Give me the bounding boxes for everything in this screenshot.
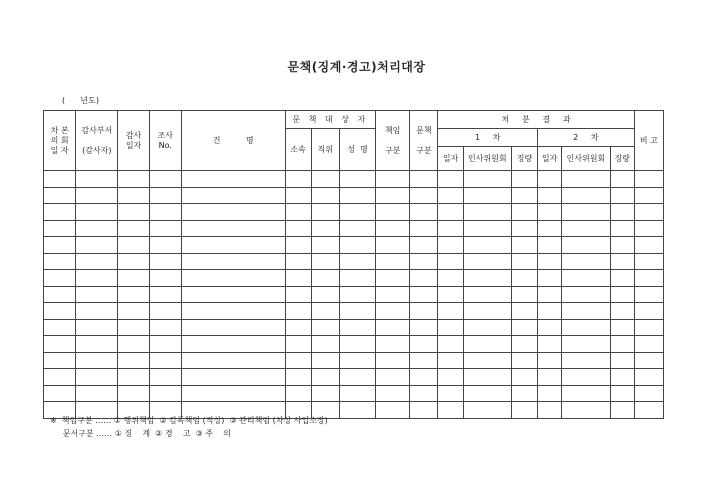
table-cell[interactable] bbox=[339, 220, 375, 237]
table-cell[interactable] bbox=[438, 237, 463, 254]
year-label: ( 년도) bbox=[62, 96, 99, 105]
table-cell[interactable] bbox=[76, 220, 118, 237]
table-cell[interactable] bbox=[76, 319, 118, 336]
header-first: 1 차 bbox=[438, 129, 538, 147]
table-cell[interactable] bbox=[76, 369, 118, 386]
table-cell[interactable] bbox=[285, 220, 311, 237]
table-cell[interactable] bbox=[311, 237, 339, 254]
table-cell[interactable] bbox=[410, 303, 438, 320]
table-cell[interactable] bbox=[149, 220, 181, 237]
table-cell[interactable] bbox=[538, 220, 562, 237]
table-cell[interactable] bbox=[511, 336, 537, 353]
table-cell[interactable] bbox=[511, 270, 537, 287]
table-cell[interactable] bbox=[538, 187, 562, 204]
table-cell[interactable] bbox=[634, 286, 663, 303]
header-penalty-1: 징량 bbox=[511, 147, 537, 171]
table-cell[interactable] bbox=[410, 385, 438, 402]
table-cell[interactable] bbox=[463, 303, 511, 320]
table-cell[interactable] bbox=[76, 286, 118, 303]
table-cell[interactable] bbox=[634, 171, 663, 188]
table-cell[interactable] bbox=[376, 270, 410, 287]
header-target-group: 문 책 대 상 자 bbox=[285, 111, 376, 129]
table-row bbox=[44, 352, 664, 369]
table-cell[interactable] bbox=[438, 352, 463, 369]
table-cell[interactable] bbox=[438, 220, 463, 237]
table-cell[interactable] bbox=[76, 336, 118, 353]
table-cell[interactable] bbox=[285, 319, 311, 336]
table-cell[interactable] bbox=[181, 253, 285, 270]
register-table bbox=[43, 110, 664, 419]
table-cell[interactable] bbox=[311, 187, 339, 204]
table-cell[interactable] bbox=[634, 369, 663, 386]
table-cell[interactable] bbox=[376, 253, 410, 270]
table-cell[interactable] bbox=[634, 187, 663, 204]
table-cell[interactable] bbox=[285, 204, 311, 221]
table-cell[interactable] bbox=[339, 303, 375, 320]
table-cell[interactable] bbox=[610, 253, 634, 270]
table-cell[interactable] bbox=[339, 319, 375, 336]
table-cell[interactable] bbox=[410, 286, 438, 303]
table-row bbox=[44, 270, 664, 287]
table-row bbox=[44, 237, 664, 254]
table-cell[interactable] bbox=[339, 171, 375, 188]
table-cell[interactable] bbox=[376, 220, 410, 237]
table-cell[interactable] bbox=[634, 237, 663, 254]
table-cell[interactable] bbox=[410, 270, 438, 287]
table-cell[interactable] bbox=[149, 187, 181, 204]
table-cell[interactable] bbox=[610, 270, 634, 287]
table-cell[interactable] bbox=[511, 204, 537, 221]
table-cell[interactable] bbox=[438, 253, 463, 270]
header-date-2: 일자 bbox=[538, 147, 562, 171]
table-cell[interactable] bbox=[181, 220, 285, 237]
table-cell[interactable] bbox=[610, 402, 634, 419]
table-cell[interactable] bbox=[339, 336, 375, 353]
table-cell[interactable] bbox=[538, 319, 562, 336]
table-cell[interactable] bbox=[562, 204, 610, 221]
table-cell[interactable] bbox=[610, 286, 634, 303]
table-cell[interactable] bbox=[610, 187, 634, 204]
table-cell[interactable] bbox=[285, 286, 311, 303]
table-cell[interactable] bbox=[634, 270, 663, 287]
table-cell[interactable] bbox=[149, 303, 181, 320]
table-cell[interactable] bbox=[118, 369, 149, 386]
table-cell[interactable] bbox=[376, 286, 410, 303]
table-row bbox=[44, 220, 664, 237]
table-cell[interactable] bbox=[181, 187, 285, 204]
table-cell[interactable] bbox=[538, 237, 562, 254]
table-cell[interactable] bbox=[511, 187, 537, 204]
table-cell[interactable] bbox=[118, 187, 149, 204]
table-row bbox=[44, 204, 664, 221]
table-cell[interactable] bbox=[339, 352, 375, 369]
table-cell[interactable] bbox=[438, 336, 463, 353]
table-cell[interactable] bbox=[511, 171, 537, 188]
table-cell[interactable] bbox=[438, 385, 463, 402]
table-cell[interactable] bbox=[311, 352, 339, 369]
table-cell[interactable] bbox=[311, 171, 339, 188]
table-cell[interactable] bbox=[634, 336, 663, 353]
table-cell[interactable] bbox=[538, 171, 562, 188]
table-cell[interactable] bbox=[511, 369, 537, 386]
table-cell[interactable] bbox=[376, 352, 410, 369]
table-cell[interactable] bbox=[76, 187, 118, 204]
table-cell[interactable] bbox=[118, 319, 149, 336]
table-cell[interactable] bbox=[410, 402, 438, 419]
header-committee-2: 인사위원회 bbox=[562, 147, 610, 171]
table-cell[interactable] bbox=[634, 204, 663, 221]
table-cell[interactable] bbox=[339, 402, 375, 419]
table-cell[interactable] bbox=[511, 402, 537, 419]
header-order: 차 본 의 회 일 자 bbox=[44, 111, 76, 171]
table-cell[interactable] bbox=[76, 171, 118, 188]
table-cell[interactable] bbox=[634, 303, 663, 320]
table-cell[interactable] bbox=[311, 204, 339, 221]
table-cell[interactable] bbox=[463, 352, 511, 369]
table-cell[interactable] bbox=[339, 204, 375, 221]
table-cell[interactable] bbox=[463, 253, 511, 270]
table-cell[interactable] bbox=[339, 385, 375, 402]
table-cell[interactable] bbox=[44, 303, 76, 320]
table-cell[interactable] bbox=[339, 187, 375, 204]
table-cell[interactable] bbox=[610, 319, 634, 336]
table-cell[interactable] bbox=[410, 204, 438, 221]
table-cell[interactable] bbox=[44, 270, 76, 287]
table-cell[interactable] bbox=[463, 237, 511, 254]
table-cell[interactable] bbox=[463, 204, 511, 221]
table-cell[interactable] bbox=[149, 270, 181, 287]
header-resp-type: 책임 구분 bbox=[376, 111, 410, 171]
table-cell[interactable] bbox=[76, 270, 118, 287]
table-cell[interactable] bbox=[562, 270, 610, 287]
table-cell[interactable] bbox=[44, 336, 76, 353]
table-row bbox=[44, 369, 664, 386]
table-cell[interactable] bbox=[118, 336, 149, 353]
table-cell[interactable] bbox=[511, 319, 537, 336]
table-cell[interactable] bbox=[511, 385, 537, 402]
table-cell[interactable] bbox=[285, 270, 311, 287]
table-cell[interactable] bbox=[285, 303, 311, 320]
table-cell[interactable] bbox=[511, 352, 537, 369]
table-cell[interactable] bbox=[562, 352, 610, 369]
table-cell[interactable] bbox=[376, 385, 410, 402]
table-cell[interactable] bbox=[118, 303, 149, 320]
table-cell[interactable] bbox=[149, 237, 181, 254]
table-cell[interactable] bbox=[311, 303, 339, 320]
table-cell[interactable] bbox=[463, 336, 511, 353]
table-cell[interactable] bbox=[376, 204, 410, 221]
table-cell[interactable] bbox=[438, 319, 463, 336]
table-cell[interactable] bbox=[634, 253, 663, 270]
table-cell[interactable] bbox=[44, 171, 76, 188]
table-cell[interactable] bbox=[634, 220, 663, 237]
table-cell[interactable] bbox=[438, 270, 463, 287]
table-cell[interactable] bbox=[511, 220, 537, 237]
table-cell[interactable] bbox=[463, 171, 511, 188]
table-cell[interactable] bbox=[463, 402, 511, 419]
table-cell[interactable] bbox=[538, 303, 562, 320]
table-cell[interactable] bbox=[463, 187, 511, 204]
table-cell[interactable] bbox=[376, 237, 410, 254]
table-cell[interactable] bbox=[610, 237, 634, 254]
table-cell[interactable] bbox=[339, 270, 375, 287]
table-cell[interactable] bbox=[610, 303, 634, 320]
table-cell[interactable] bbox=[610, 171, 634, 188]
table-row bbox=[44, 303, 664, 320]
table-row bbox=[44, 385, 664, 402]
table-cell[interactable] bbox=[562, 286, 610, 303]
table-cell[interactable] bbox=[376, 319, 410, 336]
table-cell[interactable] bbox=[463, 369, 511, 386]
table-cell[interactable] bbox=[438, 171, 463, 188]
table-cell[interactable] bbox=[438, 286, 463, 303]
table-cell[interactable] bbox=[285, 352, 311, 369]
table-cell[interactable] bbox=[44, 220, 76, 237]
table-cell[interactable] bbox=[538, 204, 562, 221]
table-cell[interactable] bbox=[44, 187, 76, 204]
table-cell[interactable] bbox=[118, 385, 149, 402]
table-row bbox=[44, 171, 664, 188]
table-cell[interactable] bbox=[511, 303, 537, 320]
header-position: 직위 bbox=[311, 129, 339, 171]
table-cell[interactable] bbox=[339, 253, 375, 270]
table-cell[interactable] bbox=[118, 171, 149, 188]
table-cell[interactable] bbox=[149, 319, 181, 336]
table-cell[interactable] bbox=[76, 253, 118, 270]
table-cell[interactable] bbox=[44, 385, 76, 402]
table-cell[interactable] bbox=[511, 286, 537, 303]
table-cell[interactable] bbox=[438, 187, 463, 204]
table-cell[interactable] bbox=[311, 385, 339, 402]
table-cell[interactable] bbox=[562, 171, 610, 188]
table-cell[interactable] bbox=[463, 220, 511, 237]
table-cell[interactable] bbox=[149, 171, 181, 188]
table-cell[interactable] bbox=[410, 237, 438, 254]
table-cell[interactable] bbox=[610, 352, 634, 369]
header-affiliation: 소속 bbox=[285, 129, 311, 171]
table-cell[interactable] bbox=[410, 319, 438, 336]
table-cell[interactable] bbox=[610, 369, 634, 386]
table-cell[interactable] bbox=[562, 187, 610, 204]
table-row bbox=[44, 187, 664, 204]
table-cell[interactable] bbox=[181, 336, 285, 353]
header-second: 2 차 bbox=[538, 129, 635, 147]
table-cell[interactable] bbox=[376, 402, 410, 419]
table-cell[interactable] bbox=[44, 369, 76, 386]
table-cell[interactable] bbox=[610, 204, 634, 221]
table-cell[interactable] bbox=[610, 385, 634, 402]
table-cell[interactable] bbox=[463, 270, 511, 287]
table-cell[interactable] bbox=[285, 237, 311, 254]
table-cell[interactable] bbox=[311, 253, 339, 270]
header-committee-1: 인사위원회 bbox=[463, 147, 511, 171]
table-cell[interactable] bbox=[149, 336, 181, 353]
table-cell[interactable] bbox=[311, 369, 339, 386]
table-cell[interactable] bbox=[562, 336, 610, 353]
table-cell[interactable] bbox=[538, 336, 562, 353]
table-cell[interactable] bbox=[634, 352, 663, 369]
table-cell[interactable] bbox=[285, 369, 311, 386]
table-cell[interactable] bbox=[376, 369, 410, 386]
table-cell[interactable] bbox=[285, 336, 311, 353]
table-cell[interactable] bbox=[410, 187, 438, 204]
document-title: 문책(징계·경고)처리대장 bbox=[287, 60, 426, 74]
table-cell[interactable] bbox=[118, 352, 149, 369]
note-responsibility: ※ 책임구분 …… ① 행위책임 ② 감독책임 (직상) ③ 관리책임 (차상 사업소장) bbox=[50, 416, 328, 425]
table-cell[interactable] bbox=[538, 253, 562, 270]
table-cell[interactable] bbox=[149, 204, 181, 221]
table-row bbox=[44, 286, 664, 303]
table-cell[interactable] bbox=[610, 336, 634, 353]
table-cell[interactable] bbox=[44, 253, 76, 270]
table-cell[interactable] bbox=[562, 303, 610, 320]
header-survey-no: 조사 No. bbox=[149, 111, 181, 171]
table-cell[interactable] bbox=[76, 303, 118, 320]
table-cell[interactable] bbox=[181, 204, 285, 221]
table-cell[interactable] bbox=[511, 237, 537, 254]
table-cell[interactable] bbox=[181, 319, 285, 336]
header-case: 건 명 bbox=[181, 111, 285, 171]
table-cell[interactable] bbox=[562, 385, 610, 402]
table-cell[interactable] bbox=[76, 352, 118, 369]
table-cell[interactable] bbox=[181, 352, 285, 369]
table-cell[interactable] bbox=[562, 319, 610, 336]
table-row bbox=[44, 319, 664, 336]
table-cell[interactable] bbox=[339, 369, 375, 386]
table-cell[interactable] bbox=[511, 253, 537, 270]
table-cell[interactable] bbox=[538, 385, 562, 402]
table-cell[interactable] bbox=[610, 220, 634, 237]
header-date-1: 일자 bbox=[438, 147, 463, 171]
table-cell[interactable] bbox=[149, 352, 181, 369]
table-cell[interactable] bbox=[410, 220, 438, 237]
header-dept: 감사부서 (감사자) bbox=[76, 111, 118, 171]
table-cell[interactable] bbox=[538, 270, 562, 287]
table-cell[interactable] bbox=[463, 286, 511, 303]
table-cell[interactable] bbox=[376, 171, 410, 188]
header-penalty-2: 징량 bbox=[610, 147, 634, 171]
table-cell[interactable] bbox=[538, 402, 562, 419]
table-cell[interactable] bbox=[562, 237, 610, 254]
table-cell[interactable] bbox=[285, 171, 311, 188]
header-result-group: 처 분 결 과 bbox=[438, 111, 634, 129]
table-cell[interactable] bbox=[285, 187, 311, 204]
header-audit-date: 감사 일자 bbox=[118, 111, 149, 171]
table-cell[interactable] bbox=[44, 286, 76, 303]
header-remarks: 비 고 bbox=[634, 111, 663, 171]
table-cell[interactable] bbox=[463, 385, 511, 402]
table-cell[interactable] bbox=[438, 402, 463, 419]
table-cell[interactable] bbox=[562, 369, 610, 386]
table-cell[interactable] bbox=[538, 286, 562, 303]
table-cell[interactable] bbox=[410, 369, 438, 386]
table-cell[interactable] bbox=[438, 303, 463, 320]
table-cell[interactable] bbox=[376, 187, 410, 204]
table-row bbox=[44, 336, 664, 353]
table-cell[interactable] bbox=[562, 402, 610, 419]
table-cell[interactable] bbox=[634, 385, 663, 402]
table-cell[interactable] bbox=[118, 204, 149, 221]
table-cell[interactable] bbox=[562, 220, 610, 237]
table-cell[interactable] bbox=[118, 270, 149, 287]
table-cell[interactable] bbox=[538, 352, 562, 369]
table-cell[interactable] bbox=[311, 319, 339, 336]
table-cell[interactable] bbox=[311, 336, 339, 353]
table-cell[interactable] bbox=[44, 204, 76, 221]
table-cell[interactable] bbox=[181, 171, 285, 188]
table-cell[interactable] bbox=[181, 286, 285, 303]
table-cell[interactable] bbox=[311, 270, 339, 287]
header-doc-type: 문책 구분 bbox=[410, 111, 438, 171]
table-cell[interactable] bbox=[438, 369, 463, 386]
table-cell[interactable] bbox=[285, 253, 311, 270]
table-cell[interactable] bbox=[118, 237, 149, 254]
table-cell[interactable] bbox=[410, 336, 438, 353]
table-cell[interactable] bbox=[634, 319, 663, 336]
table-cell[interactable] bbox=[118, 286, 149, 303]
table-cell[interactable] bbox=[339, 286, 375, 303]
table-cell[interactable] bbox=[149, 253, 181, 270]
notes bbox=[50, 414, 328, 440]
table-cell[interactable] bbox=[410, 253, 438, 270]
table-row bbox=[44, 253, 664, 270]
table-cell[interactable] bbox=[44, 352, 76, 369]
table-cell[interactable] bbox=[118, 220, 149, 237]
table-cell[interactable] bbox=[181, 369, 285, 386]
table-cell[interactable] bbox=[118, 253, 149, 270]
table-cell[interactable] bbox=[376, 303, 410, 320]
table-cell[interactable] bbox=[311, 220, 339, 237]
note-document-type: 문서구분 …… ① 징 계 ② 경 고 ③ 주 의 bbox=[50, 429, 231, 438]
table-cell[interactable] bbox=[410, 352, 438, 369]
table-cell[interactable] bbox=[181, 385, 285, 402]
header-name: 성 명 bbox=[339, 129, 375, 171]
table-cell[interactable] bbox=[76, 385, 118, 402]
table-cell[interactable] bbox=[181, 303, 285, 320]
table-cell[interactable] bbox=[562, 253, 610, 270]
table-cell[interactable] bbox=[410, 171, 438, 188]
table-cell[interactable] bbox=[149, 286, 181, 303]
table-cell[interactable] bbox=[76, 204, 118, 221]
table-cell[interactable] bbox=[44, 319, 76, 336]
table-cell[interactable] bbox=[181, 270, 285, 287]
table-cell[interactable] bbox=[44, 237, 76, 254]
table-cell[interactable] bbox=[634, 402, 663, 419]
table-cell[interactable] bbox=[285, 385, 311, 402]
table-cell[interactable] bbox=[339, 237, 375, 254]
table-body bbox=[44, 171, 664, 419]
table-cell[interactable] bbox=[76, 237, 118, 254]
table-cell[interactable] bbox=[149, 385, 181, 402]
table-cell[interactable] bbox=[463, 319, 511, 336]
table-cell[interactable] bbox=[438, 204, 463, 221]
table-cell[interactable] bbox=[149, 369, 181, 386]
table-cell[interactable] bbox=[181, 237, 285, 254]
table-cell[interactable] bbox=[376, 336, 410, 353]
table-cell[interactable] bbox=[311, 286, 339, 303]
table-cell[interactable] bbox=[538, 369, 562, 386]
